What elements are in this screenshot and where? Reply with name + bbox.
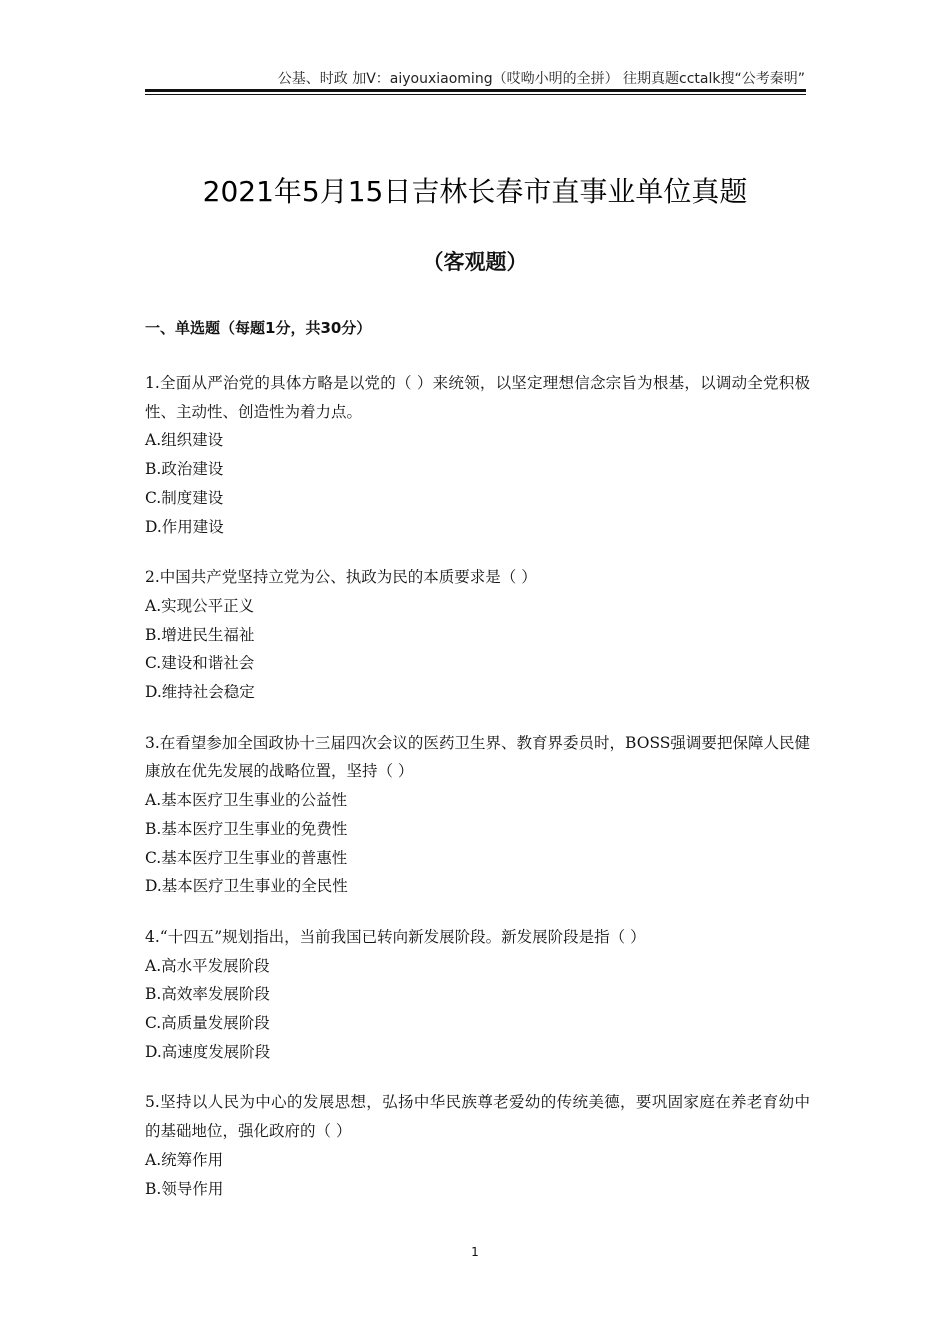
question-1 — [145, 369, 810, 541]
question-2 — [145, 563, 810, 707]
header-rule-thin — [145, 94, 806, 95]
option-a: A.实现公平正义 — [145, 596, 255, 615]
question-stem: 2.中国共产党坚持立党为公、执政为民的本质要求是（ ） — [145, 568, 537, 587]
question-stem: 5.坚持以人民为中心的发展思想，弘扬中华民族尊老爱幼的传统美德，要巩固家庭在养老育幼中的基础地位，强化政府的（ ） — [145, 1093, 810, 1141]
header-rule-thick — [145, 89, 806, 92]
question-stem: 4.“十四五”规划指出，当前我国已转向新发展阶段。新发展阶段是指（ ） — [145, 927, 646, 946]
option-a: A.统筹作用 — [145, 1150, 224, 1169]
option-a: A.组织建设 — [145, 431, 224, 450]
option-a: A.基本医疗卫生事业的公益性 — [145, 791, 348, 810]
question-list — [145, 369, 810, 1225]
section-heading: 一、单选题（每题1分，共30分） — [145, 319, 372, 337]
document-subtitle: （客观题） — [422, 250, 528, 274]
option-d: D.基本医疗卫生事业的全民性 — [145, 877, 348, 896]
question-stem: 1.全面从严治党的具体方略是以党的（ ）来统领，以坚定理想信念宗旨为根基，以调动全党积极性、主动性、创造性为着力点。 — [145, 374, 810, 421]
question-stem: 3.在看望参加全国政协十三届四次会议的医药卫生界、教育界委员时，BOSS强调要把保障人民健康放在优先发展的战略位置，坚持（ ） — [145, 733, 810, 781]
option-d: D.维持社会稳定 — [145, 683, 255, 702]
option-c: C.高质量发展阶段 — [145, 1014, 270, 1033]
option-c: C.制度建设 — [145, 488, 224, 507]
page-number: 1 — [471, 1245, 479, 1259]
option-d: D.作用建设 — [145, 517, 224, 536]
option-a: A.高水平发展阶段 — [145, 956, 270, 975]
option-b: B.基本医疗卫生事业的免费性 — [145, 819, 348, 838]
question-5 — [145, 1088, 810, 1203]
option-b: B.领导作用 — [145, 1179, 224, 1198]
option-d: D.高速度发展阶段 — [145, 1042, 271, 1061]
option-c: C.基本医疗卫生事业的普惠性 — [145, 848, 348, 867]
option-c: C.建设和谐社会 — [145, 654, 255, 673]
question-3 — [145, 729, 810, 901]
option-b: B.高效率发展阶段 — [145, 985, 270, 1004]
option-b: B.政治建设 — [145, 460, 224, 479]
document-title: 2021年5月15日吉林长春市直事业单位真题 — [202, 175, 748, 208]
option-b: B.增进民生福祉 — [145, 625, 255, 644]
page-header: 公基、时政 加V：aiyouxiaoming（哎呦小明的全拼） 往期真题cctalk搜“公考秦明” — [277, 71, 805, 87]
question-4 — [145, 923, 810, 1067]
